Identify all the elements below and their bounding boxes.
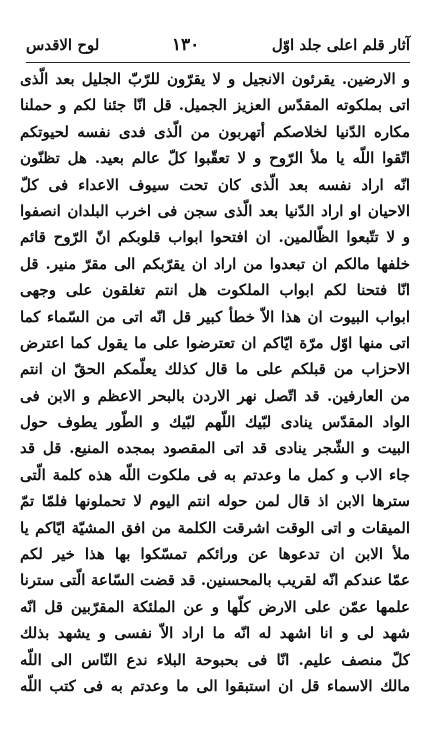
book-title: آثار قلم اعلی جلد اوّل [271,36,410,54]
text-line: الواد المقدّس ينادى لبّيك اللّهم لبّيك و الطّور يطوف حول [20,413,410,432]
tablet-title: لوح الاقدس [26,36,100,54]
text-line: خلفها مالكم ان تبعدوا من اراد ان يقرّبكم الى مقرّ منير. قل [20,254,410,273]
text-line: و لا تتّبعوا الظّالمين. ان افتحوا ابواب قلوبكم انّ الرّوح قائم [20,228,410,247]
text-line: ابواب البيوت ان هذا الاّ خطأ كبير قل انّه اتى من السّماء كما [20,307,410,326]
header-divider [26,62,410,63]
text-line: مكاره الدّنيا لخلاصكم أتهربون من الّذى فدى نفسه لحيوتكم [20,122,410,141]
text-line: عمّا عندكم انّه لقريب بالمحسنين. قد قضت السّاعة الّتى سترنا [20,571,410,590]
text-line: الاحيان او اراد الدّنيا بعد الّذى سجن فى اخرب البلدان انصفوا [20,201,410,220]
text-line: الاحزاب من قبلكم على ما قال كذلك يعلّمكم الحقّ ان انتم [20,360,410,379]
text-line: كلّ منصف عليم. انّا فى بحبوحة البلاء ندع النّاس الى اللّه [20,650,410,669]
page-header [26,32,410,58]
text-line: الميقات و اتى الوقت اشرقت الكلمة من افق المشيّة ايّاكم يا [20,518,410,537]
text-line: جاء الاب و كمل ما وعدتم به فى ملكوت اللّه هذه كلمة الّتى [20,465,410,484]
body-text [20,66,410,730]
text-line: ملأ الابن ان تدعوها عن ورائكم تمسّكوا بها هذا خير لكم [20,545,410,564]
page-number: ١٣٠ [171,35,200,55]
text-line: البيت و الشّجر ينادى قد اتى المقصود بمجده المنيع. قل قد [20,439,410,458]
text-line: من العارفين. قد اتّصل نهر الاردن بالبحر الاعظم و الابن فى [20,386,410,405]
text-line: اتى بملكوته المقدّس العزيز الجميل. قل انّا جئنا لكم و حملنا [20,96,410,115]
text-line: انّه اراد نفسه بعد الّذى كان تحت سيوف الاعداء فى كلّ [20,175,410,194]
text-line: اتّقوا اللّه يا ملأ الرّوح و لا تعقّبوا كلّ عالم بعيد. هل تظنّون [20,149,410,168]
text-line: مالك الاسماء قل ان استبقوا الى ما وعدتم به فى كتب اللّه [20,676,410,695]
text-line: انّا فتحنا لكم ابواب الملكوت هل انتم تغلقون على وجهى [20,281,410,300]
text-line: و الارضين. يقرئون الانجيل و لا يقرّون للرّبّ الجليل بعد الّذى [20,70,410,88]
text-line: سترها الابن اذ قال لمن حوله انتم اليوم لا تحملونها فلمّا تمّ [20,492,410,511]
text-line: علمها عمّن على الارض كلّها و عن الملئكة المقرّبين قل انّه [20,597,410,616]
text-line: اتى منها اوّل مرّة ايّاكم ان تعترضوا على ما يقول كما اعترض [20,333,410,352]
text-line: شهد لى و انا اشهد له انّه ما اراد الاّ نفسى و يشهد بذلك [20,624,410,643]
